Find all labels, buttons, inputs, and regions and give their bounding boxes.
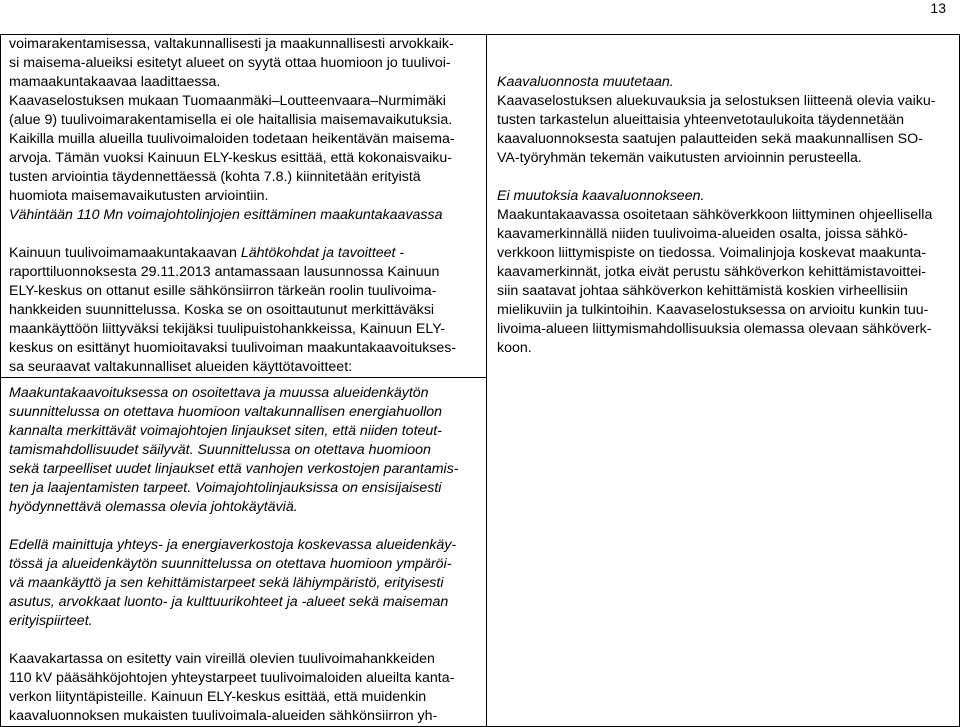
line: Kainuun tuulivoimamaakuntakaavan Lähtökohdat ja tavoitteet -	[9, 245, 405, 261]
line: Kaikilla muilla alueilla tuulivoimaloiden todetaan heikentävän maisema-	[9, 131, 455, 147]
line: livoima-alueen liittymismahdollisuuksia olemassa olevaan sähköverk-	[497, 321, 932, 337]
line: mamaakuntakaavaa laadittaessa.	[9, 74, 221, 90]
line: kaavamerkinnät, jotka eivät perustu sähköverkon kehittämistavoittei-	[497, 264, 926, 280]
line: sekä tarpeelliset uudet linjaukset että vanhojen verkostojen parantamis-	[9, 461, 459, 477]
line: suunnittelussa on otettava huomioon valtakunnallisen energiahuollon	[9, 404, 443, 420]
line: Maakuntakaavoituksessa on osoitettava ja muussa alueidenkäytön	[9, 385, 429, 401]
line: kaavamerkinnällä niiden tuulivoima-alueiden osalta, joissa sähkö-	[497, 226, 908, 242]
line: ELY-keskus on ottanut esille sähkönsiirron tärkeän roolin tuulivoima-	[9, 283, 437, 299]
line: verkon liityntäpisteille. Kainuun ELY-keskus esittää, että muidenkin	[9, 689, 427, 705]
line: kannalta merkittävät voimajohtojen linjaukset siten, että niiden toteut-	[9, 423, 442, 439]
line: verkkoon liittymispiste on tiedossa. Voimalinjoja koskevat maakunta-	[497, 245, 926, 261]
table-row	[1, 35, 960, 378]
line: erityispiirteet.	[9, 613, 93, 629]
line: sa seuraavat valtakunnalliset alueiden käyttötavoitteet:	[9, 359, 353, 375]
line: Kaavakartassa on esitetty vain vireillä olevien tuulivoimahankkeiden	[9, 651, 435, 667]
page-number: 13	[930, 0, 946, 16]
statement-cell	[1, 378, 487, 727]
line: hyödynnettävä olemassa olevia johtokäytäviä.	[9, 499, 298, 515]
statement-cell	[1, 35, 487, 378]
response-heading: Kaavaluonnosta muutetaan.	[497, 74, 674, 90]
line: vä maankäyttö ja sen kehittämistarpeet sekä lähiympäristö, erityisesti	[9, 575, 444, 591]
line: huomiota maisemavaikutusten arviointiin.	[9, 188, 269, 204]
line: VA-työryhmän tekemän vaikutusten arvioinnin perusteella.	[497, 150, 862, 166]
line: kaavaluonnoksesta saatujen palautteiden sekä maakunnallisen SO-	[497, 131, 923, 147]
line: tamismahdollisuudet säilyvät. Suunnittelussa on otettava huomioon	[9, 442, 431, 458]
line: keskus on esittänyt huomioitavaksi tuulivoiman maakuntakaavoitukses-	[9, 340, 457, 356]
line: ten ja laajentamisten tarpeet. Voimajohtolinjauksissa on ensisijaisesti	[9, 480, 442, 496]
line: hankkeiden suunnittelussa. Koska se on osoittautunut merkittäväksi	[9, 302, 435, 318]
line: Maakuntakaavassa osoitetaan sähköverkkoon liittyminen ohjeellisella	[497, 207, 933, 223]
line: tusten arviointia täydennettäessä (kohta 7.8.) kiinnitetään erityistä	[9, 169, 421, 185]
line: si maisema-alueiksi esitetyt alueet on syytä ottaa huomioon jo tuulivoi-	[9, 55, 451, 71]
line: maankäyttöön liittyväksi tekijäksi tuulipuistohankkeissa, Kainuun ELY-	[9, 321, 446, 337]
line: 110 kV pääsähköjohtojen yhteystarpeet tuulivoimaloiden alueilta kanta-	[9, 670, 455, 686]
line: Kaavaselostuksen mukaan Tuomaanmäki–Loutteenvaara–Nurmimäki	[9, 93, 446, 109]
line: Kaavaselostuksen aluekuvauksia ja selostuksen liitteenä olevia vaiku-	[497, 93, 936, 109]
line: Edellä mainittuja yhteys- ja energiaverkostoja koskevassa alueidenkäy-	[9, 537, 457, 553]
line: tössä ja alueidenkäytön suunnittelussa on otettava huomioon ympäröi-	[9, 556, 452, 572]
response-cell	[487, 35, 960, 727]
line: kaavaluonnoksen mukaisten tuulivoimala-alueiden sähkönsiirron yh-	[9, 708, 438, 724]
section-heading: Vähintään 110 Mn voimajohtolinjojen esittäminen maakuntakaavassa	[9, 207, 443, 223]
response-heading: Ei muutoksia kaavaluonnokseen.	[497, 188, 705, 204]
line: voimarakentamisessa, valtakunnallisesti ja maakunnallisesti arvokkaik-	[9, 36, 454, 52]
line: raporttiluonnoksesta 29.11.2013 antamassaan lausunnossa Kainuun	[9, 264, 440, 280]
line: tusten tarkastelun alueittaisia yhteenvetotaulukoita täydennetään	[497, 112, 904, 128]
line: koon.	[497, 340, 532, 356]
line: siin saatavat johtaa sähköverkon kehittämistä koskien virheellisiin	[497, 283, 908, 299]
line: mielikuviin ja tulkintoihin. Kaavaselostuksessa on arvioitu kunkin tuu-	[497, 302, 929, 318]
line: arvoja. Tämän vuoksi Kainuun ELY-keskus esittää, että kokonaisvaiku-	[9, 150, 452, 166]
comment-response-table	[0, 34, 960, 727]
line: asutus, arvokkaat luonto- ja kulttuurikohteet ja -alueet sekä maiseman	[9, 594, 449, 610]
line: (alue 9) tuulivoimarakentamisella ei ole haitallisia maisemavaikutuksia.	[9, 112, 453, 128]
